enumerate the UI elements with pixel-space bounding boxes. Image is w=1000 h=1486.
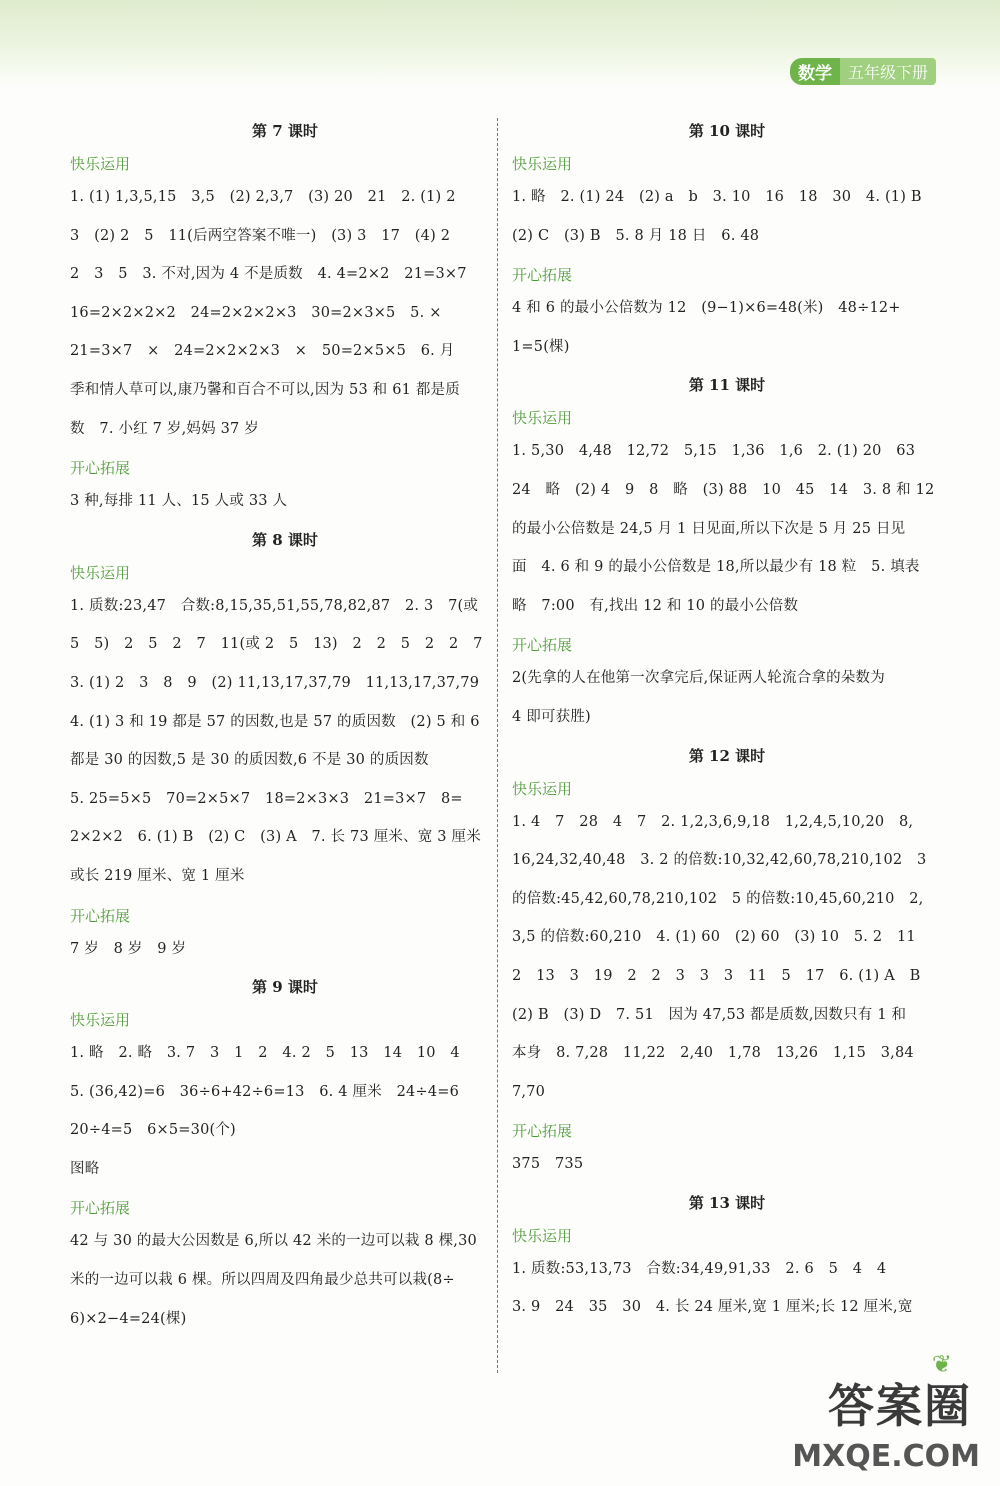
- section-label: 快乐运用: [512, 1226, 573, 1245]
- answer-line: 2(先拿的人在他第一次拿完后,保证两人轮流合拿的朵数为: [512, 670, 885, 687]
- answer-line: 6)×2−4=24(棵): [70, 1310, 187, 1327]
- left-column: [70, 112, 500, 1338]
- section-label: 快乐运用: [512, 779, 573, 798]
- answer-line: 图略: [70, 1160, 100, 1177]
- lesson-heading: 第 9 课时: [252, 978, 318, 997]
- answer-line: 的最小公倍数是 24,5 月 1 日见面,所以下次是 5 月 25 日见: [512, 520, 906, 537]
- column-divider: [497, 118, 499, 1373]
- right-column: [512, 112, 942, 1327]
- section-label: 开心拓展: [70, 906, 131, 925]
- section-label: 快乐运用: [512, 409, 573, 428]
- answer-line: 本身 8. 7,28 11,22 2,40 1,78 13,26 1,15 3,84: [512, 1045, 914, 1062]
- answer-line: 7,70: [512, 1083, 546, 1100]
- lesson-heading: 第 13 课时: [688, 1193, 766, 1212]
- answer-line: 5. (36,42)=6 36÷6+42÷6=13 6. 4 厘米 24÷4=6: [70, 1083, 460, 1100]
- answer-line: 略 7:00 有,找出 12 和 10 的最小公倍数: [512, 597, 799, 614]
- watermark-url: MXQE.COM: [792, 1439, 980, 1474]
- answer-line: 1. 质数:53,13,73 合数:34,49,91,33 2. 6 5 4 4: [512, 1260, 887, 1277]
- answer-line: 1. 5,30 4,48 12,72 5,15 1,36 1,6 2. (1) 20 63: [512, 443, 916, 460]
- answer-line: 米的一边可以栽 6 棵。所以四周及四角最少总共可以栽(8÷: [70, 1272, 455, 1289]
- lesson-heading: 第 7 课时: [252, 122, 318, 140]
- answer-line: 3 种,每排 11 人、15 人或 33 人: [70, 493, 288, 510]
- answer-line: 5 5) 2 5 2 7 11(或 2 5 13) 2 2 5 2 2 7: [70, 636, 483, 653]
- answer-line: 20÷4=5 6×5=30(个): [70, 1122, 236, 1139]
- answer-line: 21=3×7 × 24=2×2×2×3 × 50=2×5×5 6. 月: [70, 343, 455, 360]
- watermark-text: 答案圈: [828, 1379, 972, 1433]
- answer-line: 2 13 3 19 2 2 3 3 3 11 5 17 6. (1) A B: [512, 967, 921, 984]
- answer-line: 7 岁 8 岁 9 岁: [70, 940, 187, 957]
- answer-line: 24 略 (2) 4 9 8 略 (3) 88 10 45 14 3. 8 和 12: [512, 481, 935, 498]
- answer-line: (2) C (3) B 5. 8 月 18 日 6. 48: [512, 227, 760, 244]
- section-label: 快乐运用: [70, 563, 131, 582]
- section-label: 开心拓展: [512, 1122, 573, 1141]
- section-label: 开心拓展: [512, 266, 573, 285]
- section-label: 开心拓展: [70, 459, 131, 478]
- grade-label: 五年级下册: [840, 58, 936, 85]
- watermark-logo: [772, 1332, 992, 1482]
- answer-line: 3. (1) 2 3 8 9 (2) 11,13,17,37,79 11,13,17,37,79: [70, 674, 480, 691]
- answer-line: 4 和 6 的最小公倍数为 12 (9−1)×6=48(米) 48÷12+: [512, 300, 901, 317]
- answer-line: 1. 质数:23,47 合数:8,15,35,51,55,78,82,87 2. 3 7(或: [70, 597, 479, 614]
- section-label: 开心拓展: [512, 636, 573, 655]
- answer-line: 1=5(棵): [512, 338, 570, 355]
- answer-line: 16,24,32,40,48 3. 2 的倍数:10,32,42,60,78,210,102 3: [512, 852, 927, 869]
- answer-line: 4 即可获胜): [512, 708, 591, 725]
- subject-badge: [790, 58, 936, 84]
- answer-line: 2×2×2 6. (1) B (2) C (3) A 7. 长 73 厘米、宽 3 厘米: [70, 829, 481, 846]
- answer-line: 1. 略 2. (1) 24 (2) a b 3. 10 16 18 30 4. (1) B: [512, 189, 922, 205]
- answer-line: 1. (1) 1,3,5,15 3,5 (2) 2,3,7 (3) 20 21 2. (1) 2: [70, 189, 456, 205]
- section-label: 快乐运用: [512, 155, 573, 173]
- answer-line: 季和情人草可以,康乃馨和百合不可以,因为 53 和 61 都是质: [70, 381, 460, 398]
- answer-line: 或长 219 厘米、宽 1 厘米: [70, 867, 245, 884]
- answer-line: 3 (2) 2 5 11(后两空答案不唯一) (3) 3 17 (4) 2: [70, 227, 451, 244]
- answer-line: 1. 4 7 28 4 7 2. 1,2,3,6,9,18 1,2,4,5,10,20 8,: [512, 813, 914, 830]
- answer-line: 3,5 的倍数:60,210 4. (1) 60 (2) 60 (3) 10 5. 2 11: [512, 929, 916, 946]
- answer-line: 数 7. 小红 7 岁,妈妈 37 岁: [70, 420, 259, 437]
- answer-line: 的倍数:45,42,60,78,210,102 5 的倍数:10,45,60,210 2,: [512, 890, 924, 907]
- lesson-heading: 第 8 课时: [252, 530, 318, 549]
- lesson-heading: 第 12 课时: [688, 746, 766, 765]
- subject-label: 数学: [790, 58, 840, 85]
- answer-line: 2 3 5 3. 不对,因为 4 不是质数 4. 4=2×2 21=3×7: [70, 266, 467, 283]
- answer-line: 4. (1) 3 和 19 都是 57 的因数,也是 57 的质因数 (2) 5 和 6: [70, 713, 480, 730]
- section-label: 快乐运用: [70, 155, 131, 173]
- lesson-heading: 第 10 课时: [688, 122, 766, 140]
- leaf-icon: ❦: [931, 1350, 952, 1378]
- answer-line: 16=2×2×2×2 24=2×2×2×3 30=2×3×5 5. ×: [70, 304, 442, 321]
- answer-line: 42 与 30 的最大公因数是 6,所以 42 米的一边可以栽 8 棵,30: [70, 1233, 477, 1250]
- answer-line: 都是 30 的因数,5 是 30 的质因数,6 不是 30 的质因数: [70, 752, 429, 769]
- answer-line: 375 735: [512, 1156, 584, 1173]
- section-label: 快乐运用: [70, 1011, 131, 1030]
- answer-line: 5. 25=5×5 70=2×5×7 18=2×3×3 21=3×7 8=: [70, 790, 463, 807]
- answer-line: (2) B (3) D 7. 51 因为 47,53 都是质数,因数只有 1 和: [512, 1006, 907, 1023]
- answer-line: 1. 略 2. 略 3. 7 3 1 2 4. 2 5 13 14 10 4: [70, 1045, 460, 1062]
- answer-line: 3. 9 24 35 30 4. 长 24 厘米,宽 1 厘米;长 12 厘米,宽: [512, 1299, 913, 1316]
- answer-line: 面 4. 6 和 9 的最小公倍数是 18,所以最少有 18 粒 5. 填表: [512, 559, 920, 576]
- section-label: 开心拓展: [70, 1199, 131, 1218]
- lesson-heading: 第 11 课时: [688, 376, 766, 395]
